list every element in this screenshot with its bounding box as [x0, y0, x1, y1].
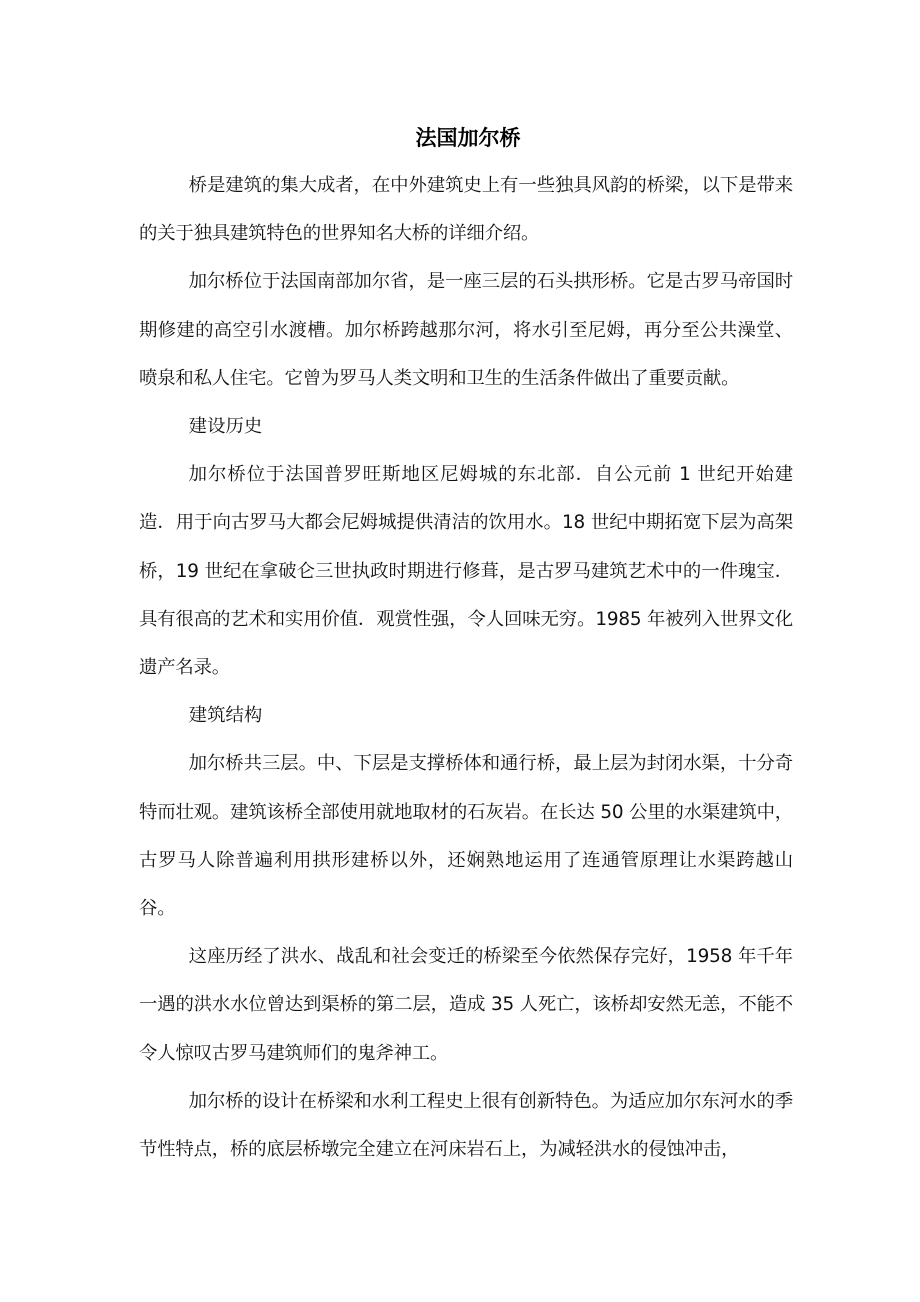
flood-paragraph: 这座历经了洪水、战乱和社会变迁的桥梁至今依然保存完好，1958 年千年一遇的洪水水位曾达到渠桥的第二层，造成 35 人死亡，该桥却安然无恙，不能不令人惊叹古罗马建筑师们的鬼斧神工。: [139, 946, 793, 1064]
history-paragraph: 加尔桥位于法国普罗旺斯地区尼姆城的东北部．自公元前 1 世纪开始建造．用于向古罗马大都会尼姆城提供清洁的饮用水。18 世纪中期拓宽下层为高架桥，19 世纪在拿破仑三世执政时期进行修葺，是古罗马建筑艺术中的一件瑰宝．具有很高的艺术和实用价值．观赏性强，令人回味无穷。1985 年被列入世界文化遗产名录。: [139, 464, 793, 679]
section-heading-history: 建设历史: [188, 416, 263, 438]
design-paragraph: 加尔桥的设计在桥梁和水利工程史上很有创新特色。为适应加尔东河水的季节性特点，桥的底层桥墩完全建立在河床岩石上，为减轻洪水的侵蚀冲击，: [139, 1090, 793, 1161]
document-page: [139, 118, 793, 1174]
intro-paragraph: 桥是建筑的集大成者，在中外建筑史上有一些独具风韵的桥梁，以下是带来的关于独具建筑特色的世界知名大桥的详细介绍。: [139, 175, 793, 245]
structure-paragraph: 加尔桥共三层。中、下层是支撑桥体和通行桥，最上层为封闭水渠，十分奇特而壮观。建筑该桥全部使用就地取材的石灰岩。在长达 50 公里的水渠建筑中，古罗马人除普遍利用拱形建桥以外，还娴熟地运用了连通管原理让水渠跨越山谷。: [139, 753, 793, 920]
section-heading-structure: 建筑结构: [188, 705, 263, 727]
document-title: 法国加尔桥: [415, 126, 521, 150]
location-paragraph: 加尔桥位于法国南部加尔省，是一座三层的石头拱形桥。它是古罗马帝国时期修建的高空引水渡槽。加尔桥跨越那尔河，将水引至尼姆，再分至公共澡堂、喷泉和私人住宅。它曾为罗马人类文明和卫生的生活条件做出了重要贡献。: [139, 271, 793, 389]
